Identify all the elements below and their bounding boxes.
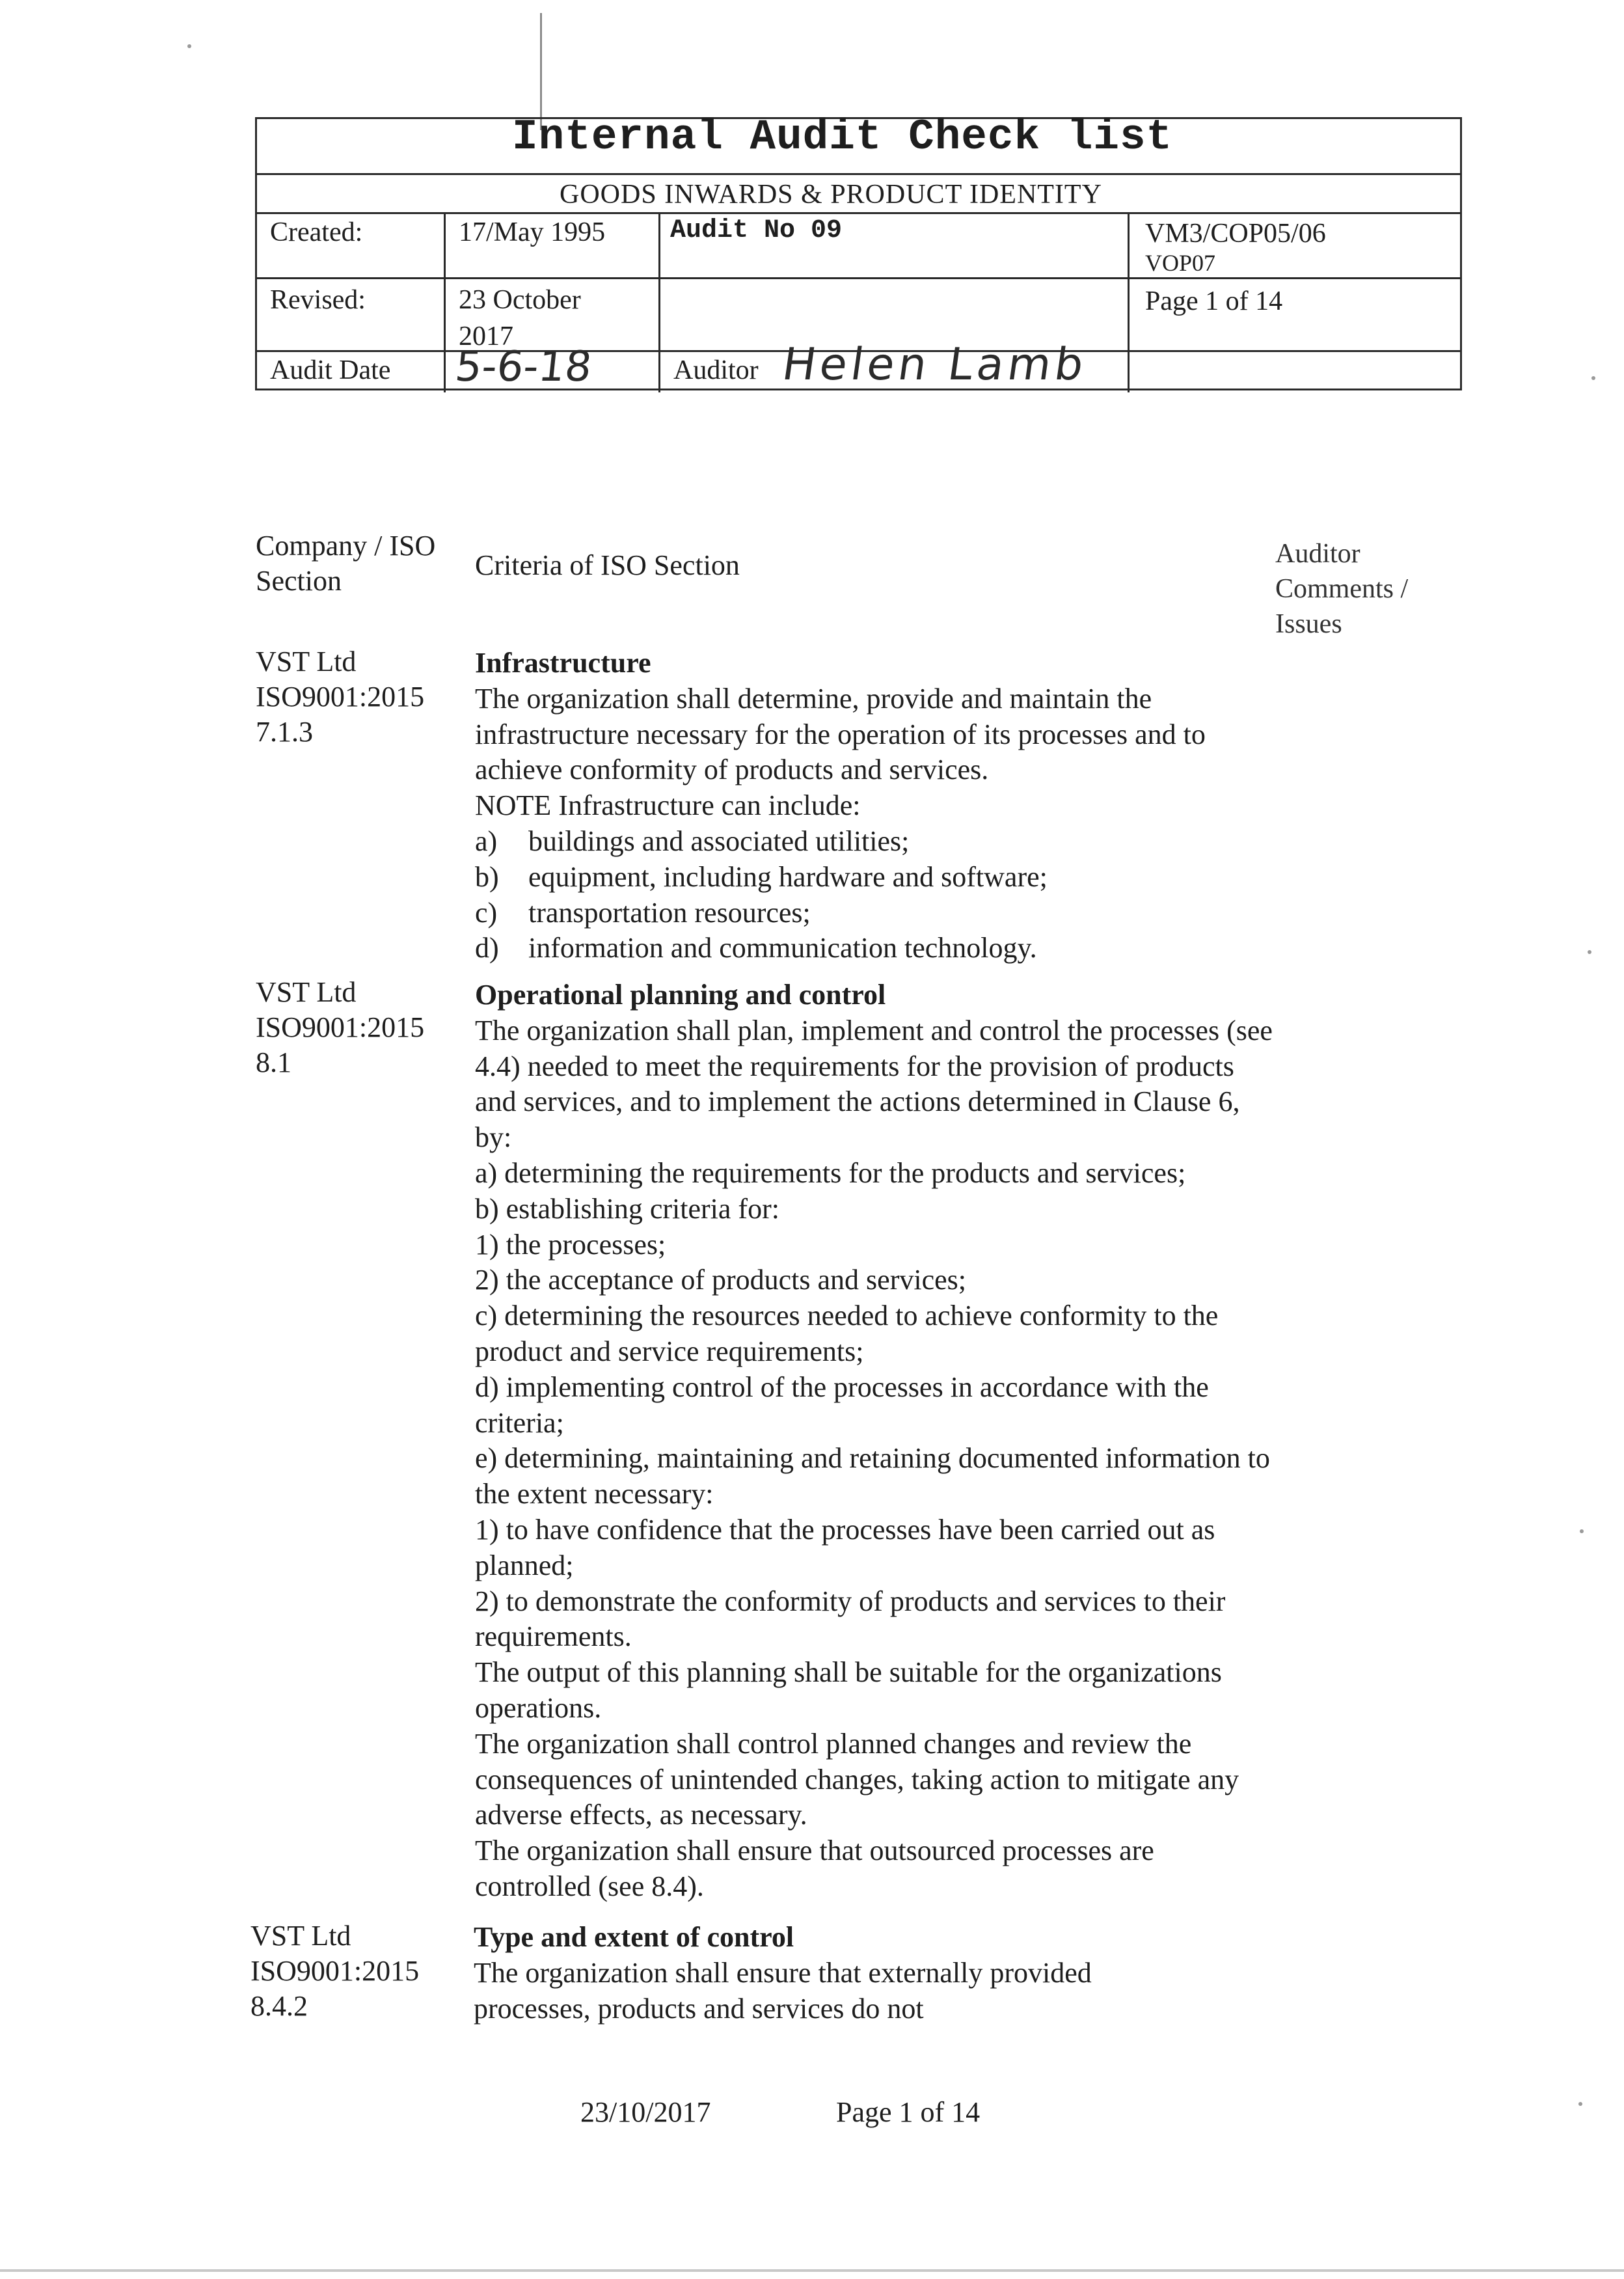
iso-clause: 8.1 [256, 1046, 291, 1078]
section-criteria [475, 977, 1275, 1905]
list-label: d) [475, 932, 499, 964]
criteria-paragraph: The organization shall control planned changes and review the consequences of unintended changes, taking action to mitigate any adverse effects, as necessary. [475, 1727, 1239, 1831]
iso-standard: ISO9001:2015 [256, 1011, 425, 1043]
section-criteria [475, 646, 1275, 966]
row-divider [257, 277, 1460, 279]
iso-clause: 7.1.3 [256, 716, 313, 748]
scan-speck [187, 44, 191, 48]
criteria-line: 2) the acceptance of products and services; [475, 1264, 966, 1296]
document-title: Internal Audit Check list [512, 113, 1173, 161]
list-label: b) [475, 860, 499, 893]
row-divider [257, 173, 1460, 175]
document-subtitle: GOODS INWARDS & PRODUCT IDENTITY [560, 180, 1102, 210]
document-reference-2: VOP07 [1145, 250, 1216, 276]
column-heading-criteria: Criteria of ISO Section [475, 549, 740, 581]
section-heading: Type and extent of control [474, 1921, 794, 1953]
criteria-line: c) determining the resources needed to achieve conformity to the product and service requirements; [475, 1300, 1219, 1367]
list-item [475, 860, 1275, 895]
section-criteria [474, 1920, 1274, 2027]
column-heading-company: Company / ISO Section [256, 530, 436, 597]
scan-speck [1588, 950, 1591, 954]
section-reference [256, 975, 424, 1080]
list-item [475, 895, 1275, 931]
criteria-paragraph: The organization shall ensure that outsourced processes are controlled (see 8.4). [475, 1835, 1154, 1902]
list-text: information and communication technology. [528, 932, 1037, 964]
scan-speck [1580, 1529, 1584, 1533]
created-label: Created: [270, 217, 363, 247]
auditor-signature: Helen Lamb [779, 339, 1090, 390]
column-heading-comments: Auditor Comments / Issues [1275, 539, 1409, 639]
footer-page-number: Page 1 of 14 [836, 2096, 981, 2128]
criteria-paragraph: The organization shall plan, implement and control the processes (see 4.4) needed to meet the requirements for the provision of products and services, and to implement the actions determined in Clause 6, by: [475, 1014, 1273, 1154]
criteria-paragraph: The output of this planning shall be suitable for the organizations operations. [475, 1656, 1222, 1724]
iso-standard: ISO9001:2015 [250, 1955, 420, 1987]
iso-clause: 8.4.2 [250, 1990, 308, 2022]
company-name: VST Ltd [256, 646, 357, 677]
scan-speck [1591, 376, 1595, 380]
section-reference [250, 1918, 419, 2024]
criteria-line: e) determining, maintaining and retaining documented information to the extent necessary: [475, 1442, 1270, 1510]
criteria-paragraph: The organization shall ensure that externally provided processes, products and services do not [474, 1956, 1092, 2025]
criteria-paragraph: NOTE Infrastructure can include: [475, 789, 861, 822]
col-divider [1128, 212, 1130, 392]
audit-date-label: Audit Date [270, 355, 391, 385]
company-name: VST Ltd [250, 1920, 351, 1952]
criteria-line: b) establishing criteria for: [475, 1192, 779, 1225]
section-heading: Infrastructure [475, 647, 651, 679]
col-divider [444, 212, 446, 392]
criteria-line: 1) to have confidence that the processes have been carried out as planned; [475, 1513, 1215, 1581]
section-reference [256, 644, 424, 750]
list-label: a) [475, 825, 498, 857]
section-heading: Operational planning and control [475, 979, 886, 1011]
audit-date-value: 5-6-18 [453, 343, 594, 391]
iso-standard: ISO9001:2015 [256, 681, 425, 713]
list-label: c) [475, 896, 498, 929]
audit-number: Audit No 09 [670, 216, 843, 245]
scan-mark [0, 2269, 1624, 2272]
revised-label: Revised: [270, 285, 366, 315]
footer-date: 23/10/2017 [580, 2096, 711, 2128]
header-table [255, 113, 1462, 391]
revised-value: 23 October 2017 [459, 285, 581, 351]
list-text: buildings and associated utilities; [528, 825, 910, 857]
list-text: transportation resources; [528, 896, 811, 929]
criteria-line: 1) the processes; [475, 1228, 666, 1261]
criteria-line: 2) to demonstrate the conformity of products and services to their requirements. [475, 1585, 1226, 1653]
page-reference: Page 1 of 14 [1145, 286, 1283, 316]
scan-speck [1578, 2102, 1582, 2106]
auditor-label: Auditor [673, 355, 759, 385]
col-divider [658, 212, 660, 392]
criteria-line: a) determining the requirements for the products and services; [475, 1156, 1186, 1189]
criteria-paragraph: The organization shall determine, provide and maintain the infrastructure necessary for the operation of its processes and to achieve conformity of products and services. [475, 682, 1206, 786]
document-reference: VM3/COP05/06 [1145, 219, 1326, 249]
list-item [475, 931, 1275, 966]
list-text: equipment, including hardware and software; [528, 860, 1048, 893]
criteria-line: d) implementing control of the processes in accordance with the criteria; [475, 1371, 1209, 1439]
created-value: 17/May 1995 [459, 217, 606, 247]
company-name: VST Ltd [256, 976, 357, 1008]
list-item [475, 824, 1275, 860]
